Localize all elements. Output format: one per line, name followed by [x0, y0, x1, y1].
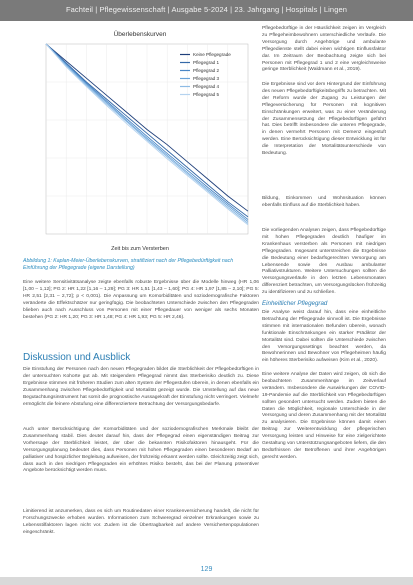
x-axis-label: Zeit bis zum Versterben	[111, 246, 169, 252]
survival-chart	[22, 26, 258, 254]
running-header: Fachteil | Pflegewissenschaft | Ausgabe 5-2024 | 23. Jahrgang | Hospitals | Lingen	[65, 5, 348, 14]
legend-item: Pflegegrad 2	[193, 68, 220, 73]
legend-item: Keine Pflegegrade	[193, 52, 231, 57]
page-number: 129	[200, 566, 213, 573]
subsection-heading: Einheitlicher Pflegegrad	[262, 300, 328, 307]
legend-item: Pflegegrad 4	[193, 84, 220, 89]
left-paragraph-4: Limitierend ist anzumerken, dass es sich um Routinedaten einer Krankenversicherung handelt, die nicht für Forschungszwecke erhoben wurden. Informationen zum Schweregrad einzelner Erkrankungen sowie zu Lebensstilfaktoren lagen nicht vor. Zudem ist die Übertragbarkeit auf andere Versichertenpopulationen eingeschränkt.	[23, 509, 259, 535]
right-paragraph-1: Pflegebedürftige in der Häuslichkeit zeigen im Vergleich zu Pflegeheimbewohnern unterschiedliche Verläufe. Die Versorgung durch Angehörige und ambulante Pflegedienste stellt dabei einen wichtigen Einflussfaktor dar. Im Zeitraum der Beobachtung zeigte sich bei Personen mit Pflegegrad 1 und 2 eine vergleichsweise geringe Sterblichkeit (Waldmann et al., 2019).	[262, 26, 386, 73]
left-paragraph-2: Die Einstufung der Personen nach den neuen Pflegegraden bildet die Sterblichkeit der Pflegebedürftigen in der untersuchten Kohorte gut ab. Mit steigendem Pflegegrad nimmt das Sterberisiko deutlich zu. Diese Ergebnisse stimmen mit früheren Studien zum alten System der Pflegestufen überein, in denen ebenfalls ein Zusammenhang zwischen Pflegebedürftigkeit und Mortalität gezeigt wurde. Die Umstellung auf das neue Begutachtungsinstrument hat somit die prognostische Aussagekraft der Einstufung nicht verringert. Vielmehr ermöglicht die feinere Abstufung eine differenziertere Betrachtung der Versorgungsbedarfe.	[23, 367, 259, 407]
right-paragraph-5: Die Analyse weist darauf hin, dass eine einheitliche Betrachtung der Pflegegrade sinnvoll ist. Die Ergebnisse stimmen mit internationalen Befunden überein, wonach funktionale Einschränkungen ein starker Prädiktor der Mortalität sind. Dabei sollten die Unterschiede zwischen den Versorgungssettings beachtet werden, da Bewohnerinnen und Bewohner von Pflegeheimen häufig ein höheres Sterberisiko aufweisen (Kim et al., 2020).	[262, 310, 386, 364]
legend-item: Pflegegrad 3	[193, 76, 220, 81]
page-header	[0, 0, 413, 21]
right-paragraph-3: Bildung, Einkommen und Wohnsituation können ebenfalls Einfluss auf die Sterblichkeit haben.	[262, 196, 386, 208]
section-heading: Diskussion und Ausblick	[23, 352, 131, 363]
figure-caption: Abbildung 1: Kaplan-Meier-Überlebenskurven, stratifiziert nach der Pflegebedürftigkeit nach Einführung der Pflegegrade (eigene Darstellung)	[23, 258, 234, 271]
right-paragraph-4: Die vorliegenden Analysen zeigen, dass Pflegebedürftige mit hohen Pflegegraden deutlich häufiger im Krankenhaus versterben als Personen mit niedrigen Pflegegraden. Insgesamt unterstreichen die Ergebnisse die Bedeutung einer bedarfsgerechten Versorgung am Lebensende sowie den Ausbau ambulanter Palliativstrukturen. Weitere Untersuchungen sollten die Versorgungsverläufe in den letzten Lebensmonaten differenziert betrachten, um Versorgungslücken frühzeitig zu identifizieren und zu schließen.	[262, 228, 386, 296]
right-paragraph-2: Die Ergebnisse sind vor dem Hintergrund der Einführung des neuen Pflegebedürftigkeitsbegriffs zu betrachten. Mit der Reform wurde der Zugang zu Leistungen der Pflegeversicherung für Personen mit kognitiven Einschränkungen erweitert, was zu einer Veränderung der Zusammensetzung der Pflegebedürftigen geführt hat. Dies betrifft insbesondere die unteren Pflegegrade, in denen vermehrt Personen mit Demenz eingestuft werden. Eine Berücksichtigung dieser Entwicklung ist für die Interpretation der Mortalitätsunterschiede von Bedeutung.	[262, 82, 386, 157]
chart-title: Überlebenskurven	[113, 31, 167, 38]
right-paragraph-6: Eine weitere Analyse der Daten wird zeigen, ob sich die beobachteten Zusammenhänge im Zeitverlauf verändern. Insbesondere die Auswirkungen der COVID-19-Pandemie auf die Sterblichkeit von Pflegebedürftigen sollten gesondert untersucht werden. Zudem bieten die Daten die Möglichkeit, regionale Unterschiede in der Versorgung und deren Zusammenhang mit der Mortalität zu analysieren. Die Ergebnisse können damit einen Beitrag zur Weiterentwicklung der pflegerischen Versorgung leisten und Hinweise für eine zielgerichtete Gestaltung von Unterstützungsangeboten liefern, die den Bedürfnissen der Betroffenen und ihrer Angehörigen gerecht werden.	[262, 372, 386, 460]
legend-item: Pflegegrad 5	[193, 92, 220, 97]
left-paragraph-1: Eine weitere Sensitivitätsanalyse zeigte ebenfalls robuste Ergebnisse über die Modelle hinweg (HR 1,06 [1,00 – 1,12]; PG 2: HR 1,22 [1,16 – 1,29]; PG 3: HR 1,51 [1,43 – 1,60]; PG 4: HR 1,97 [1,85 – 2,10]; PG 5: HR 2,51 [2,31 – 2,72]; p < 0,001). Die Anpassung um Komorbiditäten und soziodemografische Faktoren veränderte die Effektschätzer nur geringfügig. Die beobachteten Unterschiede zwischen den Pflegegraden blieben auch nach Ausschluss von Personen mit einer Pflegedauer von weniger als sechs Monaten bestehen (PG 2: HR 1,20; PG 3: HR 1,48; PG 4: HR 1,93; PG 5: HR 2,46).	[23, 280, 259, 320]
footer-bar	[0, 577, 413, 585]
legend-item: Pflegegrad 1	[193, 60, 220, 65]
left-paragraph-3: Auch unter Berücksichtigung der Komorbiditäten und der soziodemografischen Merkmale bleibt der Zusammenhang stabil. Dies deutet darauf hin, dass der Pflegegrad einen eigenständigen Beitrag zur Vorhersage der Sterblichkeit leistet, der über die bekannten Risikofaktoren hinausgeht. Für die Versorgungsplanung bedeutet dies, dass Personen mit hohen Pflegegraden einen besonderen Bedarf an palliativer und hospizlicher Begleitung aufweisen, der frühzeitig erkannt werden sollte. Gleichzeitig zeigt sich, dass auch in den niedrigen Pflegegraden ein erhöhtes Risiko besteht, das bei der Planung präventiver Angebote berücksichtigt werden muss.	[23, 427, 259, 474]
